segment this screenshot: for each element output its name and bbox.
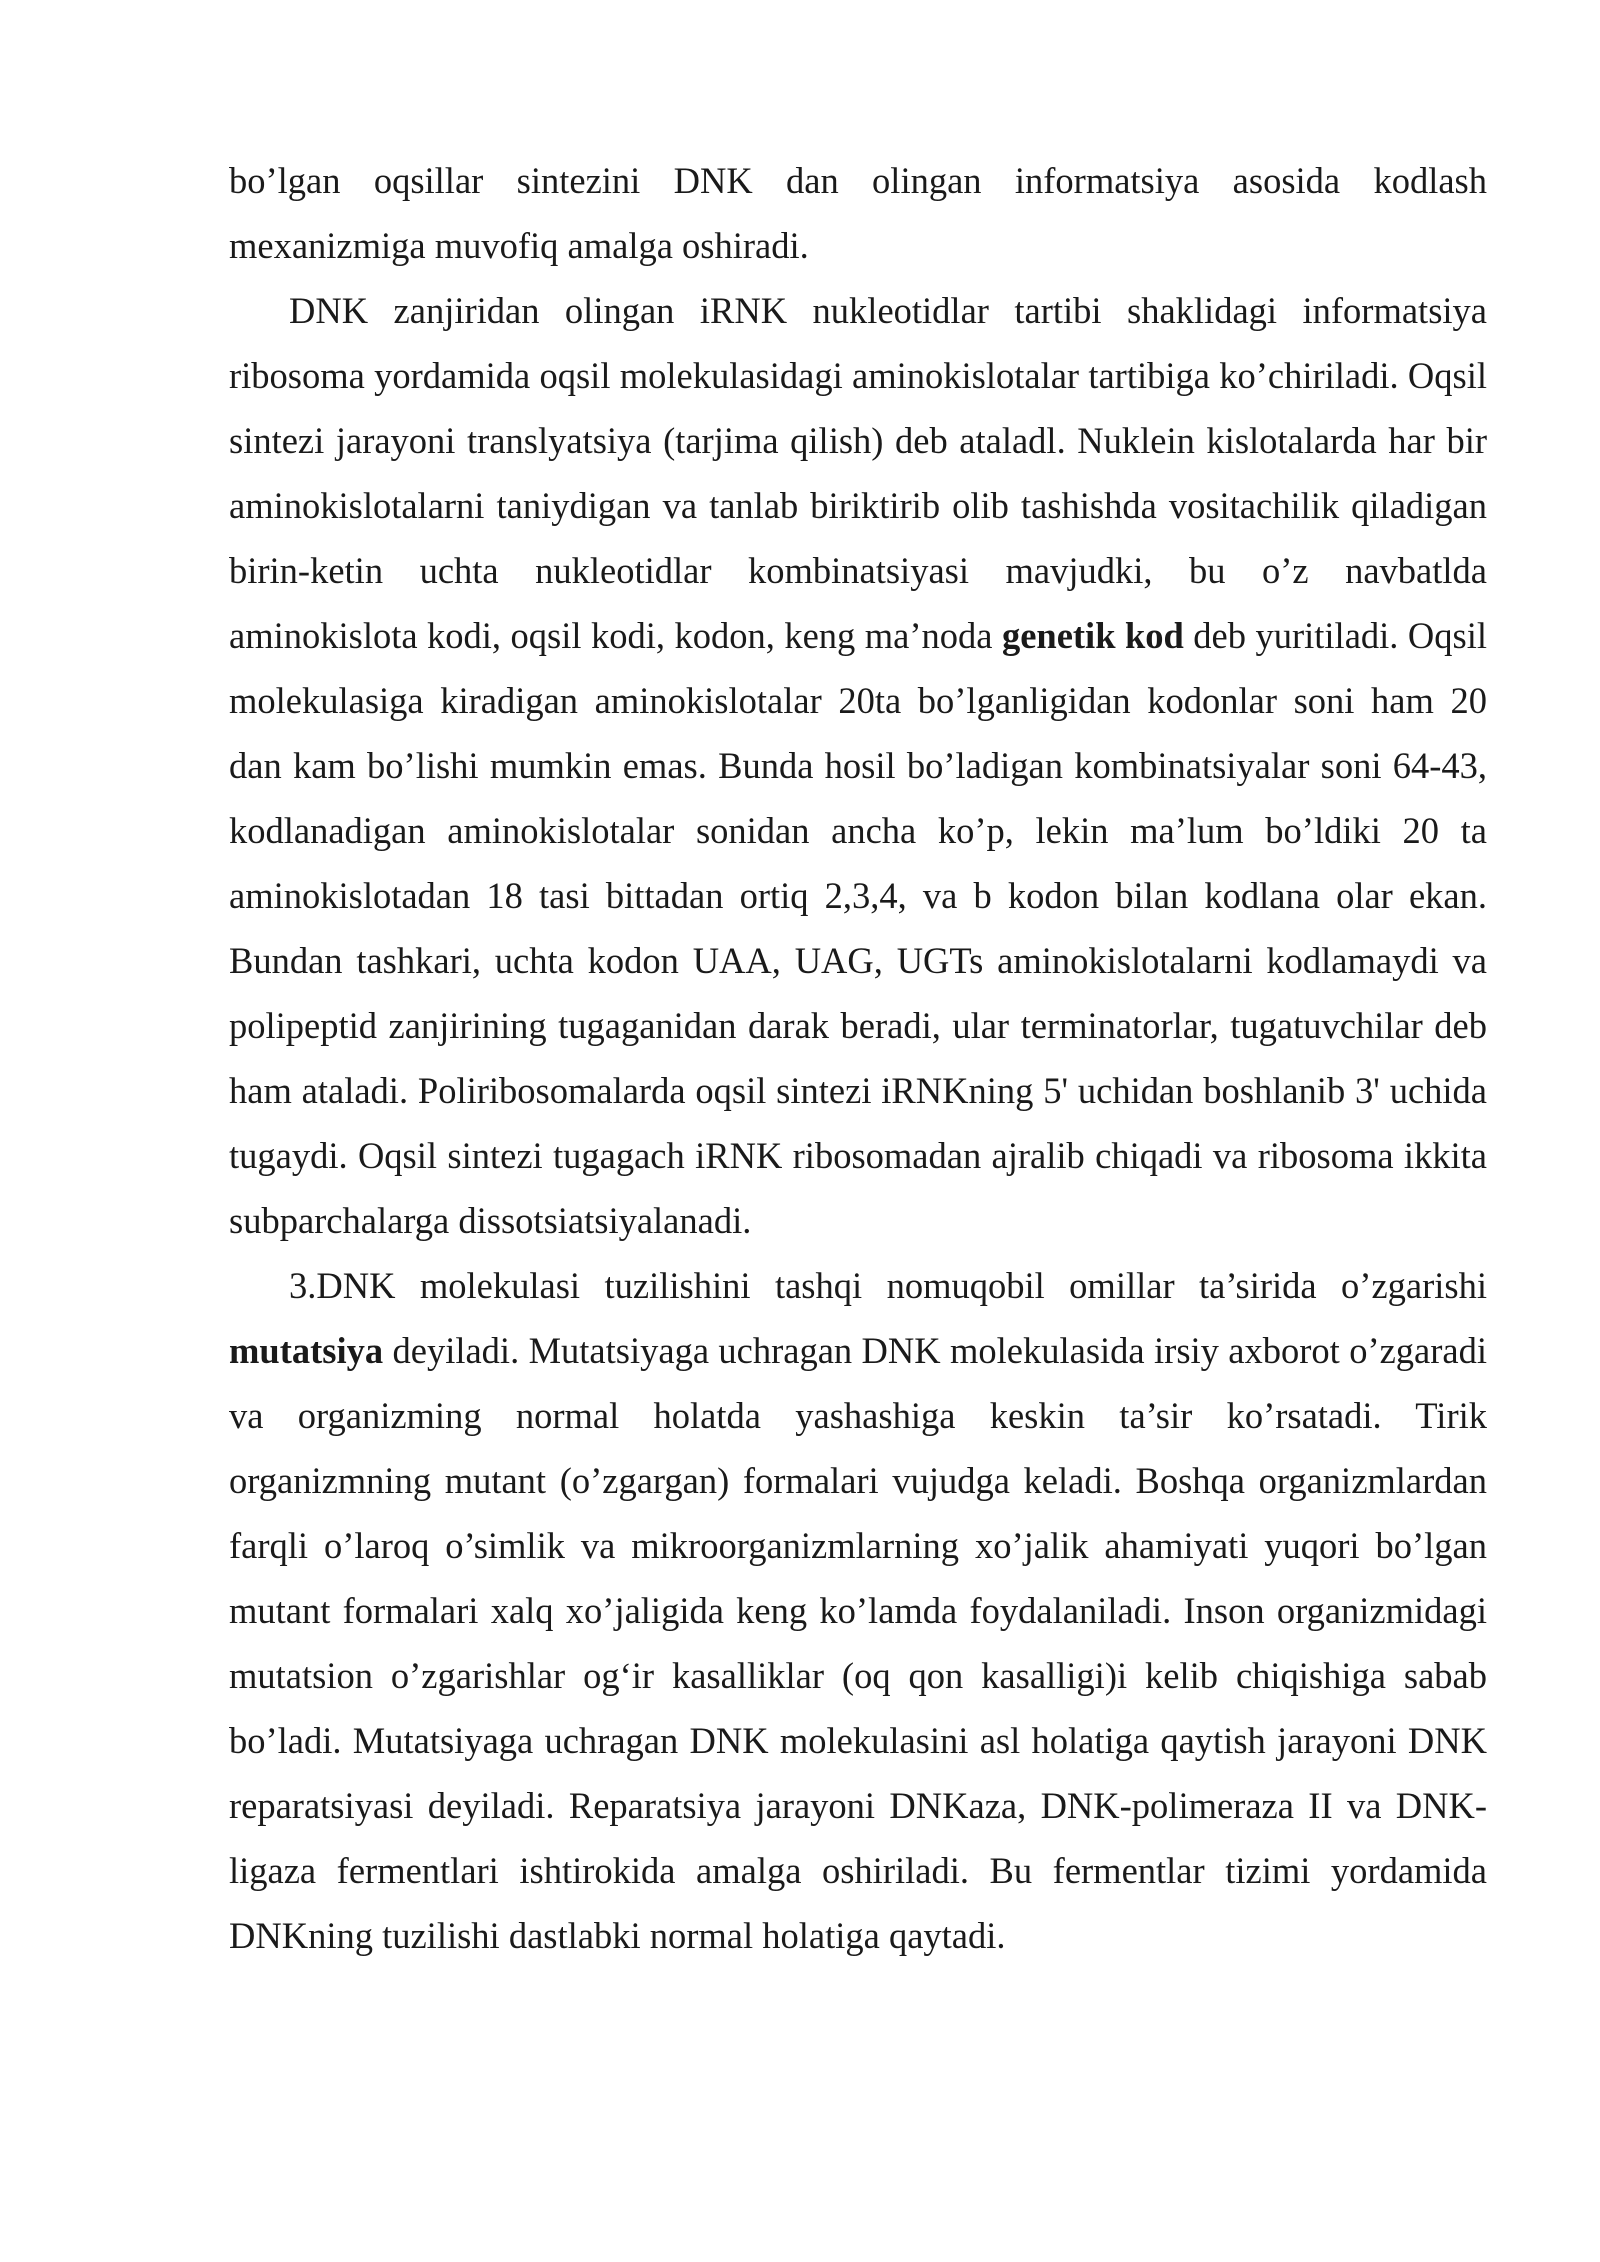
paragraph-3 (229, 1253, 1487, 1968)
paragraph-2-text-b: deb yuritiladi. Oqsil molekulasiga kiradigan aminokislotalar 20ta bo’lganligidan kodonlar soni ham 20 dan kam bo’lishi mumkin emas. Bunda hosil bo’ladigan kombinatsiyalar soni 64-43, kodlanadigan aminokislotalar sonidan ancha ko’p, lekin ma’lum bo’ldiki 20 ta aminokislotadan 18 tasi bittadan ortiq 2,3,4, va b kodon bilan kodlana olar ekan. Bundan tashkari, uchta kodon UAA, UAG, UGTs aminokislotalarni kodlamaydi va polipeptid zanjirining tugaganidan darak beradi, ular terminatorlar, tugatuvchilar deb ham ataladi. Poliribosomalarda oqsil sintezi iRNKning 5' uchidan boshlanib 3' uchida tugaydi. Oqsil sintezi tugagach iRNK ribosomadan ajralib chiqadi va ribosoma ikkita subparchalarga dissotsiatsiyalanadi. (229, 615, 1487, 1241)
term-mutatsiya: mutatsiya (229, 1330, 384, 1371)
paragraph-2 (229, 278, 1487, 1253)
document-body (229, 148, 1487, 1968)
paragraph-3-text-b: deyiladi. Mutatsiyaga uchragan DNK molekulasida irsiy axborot o’zgaradi va organizming normal holatda yashashiga keskin ta’sir ko’rsatadi. Tirik organizmning mutant (o’zgargan) formalari vujudga keladi. Boshqa organizmlardan farqli o’laroq o’simlik va mikroorganizmlarning xo’jalik ahamiyati yuqori bo’lgan mutant formalari xalq xo’jaligida keng ko’lamda foydalaniladi. Inson organizmidagi mutatsion o’zgarishlar og‘ir kasalliklar (oq qon kasalligi)i kelib chiqishiga sabab bo’ladi. Mutatsiyaga uchragan DNK molekulasini asl holatiga qaytish jarayoni DNK reparatsiyasi deyiladi. Reparatsiya jarayoni DNKaza, DNK-polimeraza II va DNK-ligaza fermentlari ishtirokida amalga oshiriladi. Bu fermentlar tizimi yordamida DNKning tuzilishi dastlabki normal holatiga qaytadi. (229, 1330, 1487, 1956)
term-genetik-kod: genetik kod (1001, 615, 1184, 656)
paragraph-1 (229, 148, 1487, 278)
paragraph-3-text-a: 3.DNK molekulasi tuzilishini tashqi nomuqobil omillar ta’sirida o’zgarishi (289, 1265, 1487, 1306)
paragraph-1-text: bo’lgan oqsillar sintezini DNK dan olingan informatsiya asosida kodlash mexanizmiga muvofiq amalga oshiradi. (229, 160, 1487, 266)
paragraph-2-text-a: DNK zanjiridan olingan iRNK nukleotidlar tartibi shaklidagi informatsiya ribosoma yordamida oqsil molekulasidagi aminokislotalar tartibiga ko’chiriladi. Oqsil sintezi jarayoni translyatsiya (tarjima qilish) deb ataladl. Nuklein kislotalarda har bir aminokislotalarni taniydigan va tanlab biriktirib olib tashishda vositachilik qiladigan birin-ketin uchta nukleotidlar kombinatsiyasi mavjudki, bu o’z navbatlda aminokislota kodi, oqsil kodi, kodon, keng ma’noda (229, 290, 1487, 656)
